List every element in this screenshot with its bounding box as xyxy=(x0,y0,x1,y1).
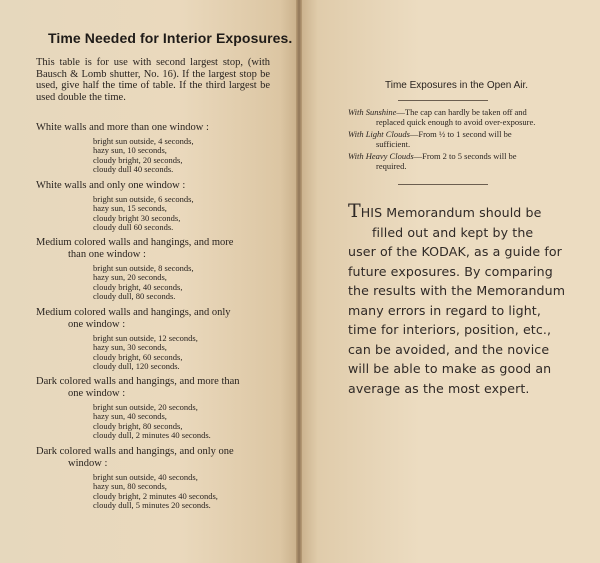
divider-rule xyxy=(398,100,488,101)
entry-label: With Heavy Clouds xyxy=(348,151,414,161)
memorandum-line: the results with the Memorandum xyxy=(348,283,566,298)
section-heading-line: one window : xyxy=(68,319,126,330)
book-gutter xyxy=(296,0,302,563)
exposure-list xyxy=(36,334,276,372)
memorandum-line: filled out and kept by the xyxy=(372,224,534,240)
exposure-item: cloudy dull, 80 seconds. xyxy=(93,291,176,302)
section-heading: White walls and more than one window : xyxy=(36,122,209,133)
exposure-section xyxy=(36,376,276,441)
open-air-entry xyxy=(348,130,586,149)
section-heading-line: one window : xyxy=(68,388,126,399)
entry-label: With Light Clouds xyxy=(348,129,410,139)
exposure-item: cloudy dull 60 seconds. xyxy=(93,222,174,233)
left-page-title: Time Needed for Interior Exposures. xyxy=(48,30,293,46)
entry-text-continued: sufficient. xyxy=(376,138,411,149)
exposure-list xyxy=(36,264,276,302)
memorandum-line: will be able to make as good an xyxy=(348,361,552,376)
exposure-item: cloudy dull, 2 minutes 40 seconds. xyxy=(93,430,211,441)
section-heading xyxy=(36,307,276,331)
section-heading: White walls and only one window : xyxy=(36,180,186,191)
exposure-item: cloudy bright 30 seconds, xyxy=(93,212,181,223)
intro-paragraph: This table is for use with second largest stop, (with Bausch & Lomb shutter, No. 16). If the largest stop be used, give half the time of table. If the third largest be used double the time. xyxy=(36,57,270,103)
exposure-item: cloudy dull, 5 minutes 20 seconds. xyxy=(93,500,211,511)
section-heading xyxy=(36,237,276,261)
exposure-item: bright sun outside, 4 seconds, xyxy=(93,136,194,146)
section-heading xyxy=(36,446,276,470)
exposure-section xyxy=(36,180,276,233)
section-heading xyxy=(36,376,276,400)
exposure-item: bright sun outside, 6 seconds, xyxy=(93,194,194,204)
section-heading-line: Medium colored walls and hangings, and more xyxy=(36,237,234,248)
exposure-list xyxy=(36,137,276,175)
exposure-item: hazy sun, 15 seconds, xyxy=(93,203,167,214)
exposure-item: bright sun outside, 40 seconds, xyxy=(93,472,198,482)
exposure-item: hazy sun, 10 seconds, xyxy=(93,145,167,156)
drop-cap: T xyxy=(348,200,361,222)
exposure-list xyxy=(36,403,276,441)
exposure-section xyxy=(36,307,276,372)
entry-text-continued: required. xyxy=(376,160,407,171)
memorandum-paragraph xyxy=(348,202,588,398)
exposure-item: bright sun outside, 8 seconds, xyxy=(93,263,194,273)
memorandum-line: many errors in regard to light, xyxy=(348,302,541,318)
entry-text: —The cap can hardly be taken off and xyxy=(396,107,527,117)
exposure-item: hazy sun, 30 seconds, xyxy=(93,342,167,353)
exposure-list xyxy=(36,473,276,511)
memorandum-line: user of the KODAK, as a guide for xyxy=(348,244,562,259)
divider-rule xyxy=(398,184,488,185)
section-heading-line: Dark colored walls and hangings, and only one xyxy=(36,446,234,457)
exposure-item: bright sun outside, 20 seconds, xyxy=(93,402,198,412)
section-heading-line: window : xyxy=(68,458,108,469)
exposure-item: cloudy bright, 80 seconds, xyxy=(93,420,183,431)
section-heading-line: Dark colored walls and hangings, and more than xyxy=(36,376,240,387)
entry-text-continued: replaced quick enough to avoid over-exposure. xyxy=(376,116,536,127)
memorandum-line: average as the most expert. xyxy=(348,380,530,396)
exposure-item: cloudy dull, 120 seconds. xyxy=(93,361,180,372)
memorandum-line: time for interiors, position, etc., xyxy=(348,322,552,337)
memorandum-line: can be avoided, and the novice xyxy=(348,341,550,357)
exposure-item: cloudy bright, 2 minutes 40 seconds, xyxy=(93,490,218,501)
memorandum-text: HIS Memorandum should be xyxy=(360,205,542,220)
exposure-section xyxy=(36,122,276,175)
memorandum-line: future exposures. By comparing xyxy=(348,263,553,279)
exposure-item: cloudy bright, 20 seconds, xyxy=(93,154,183,165)
right-page-title: Time Exposures in the Open Air. xyxy=(385,80,529,91)
exposure-item: hazy sun, 80 seconds, xyxy=(93,481,167,492)
exposure-section xyxy=(36,237,276,302)
entry-label: With Sunshine xyxy=(348,107,397,117)
exposure-item: cloudy bright, 40 seconds, xyxy=(93,281,183,292)
section-heading-line: than one window : xyxy=(68,249,146,260)
entry-text: —From ½ to 1 second will be xyxy=(409,129,512,139)
open-air-entry xyxy=(348,152,586,171)
exposure-item: bright sun outside, 12 seconds, xyxy=(93,333,198,343)
exposure-item: hazy sun, 40 seconds, xyxy=(93,411,167,422)
section-heading-line: Medium colored walls and hangings, and only xyxy=(36,307,231,318)
exposure-item: hazy sun, 20 seconds, xyxy=(93,272,167,283)
open-air-entry xyxy=(348,108,586,127)
exposure-list xyxy=(36,195,276,233)
exposure-item: cloudy dull 40 seconds. xyxy=(93,164,174,175)
exposure-section xyxy=(36,446,276,511)
memorandum-line xyxy=(348,202,588,223)
entry-text: —From 2 to 5 seconds will be xyxy=(413,151,517,161)
exposure-item: cloudy bright, 60 seconds, xyxy=(93,351,183,362)
